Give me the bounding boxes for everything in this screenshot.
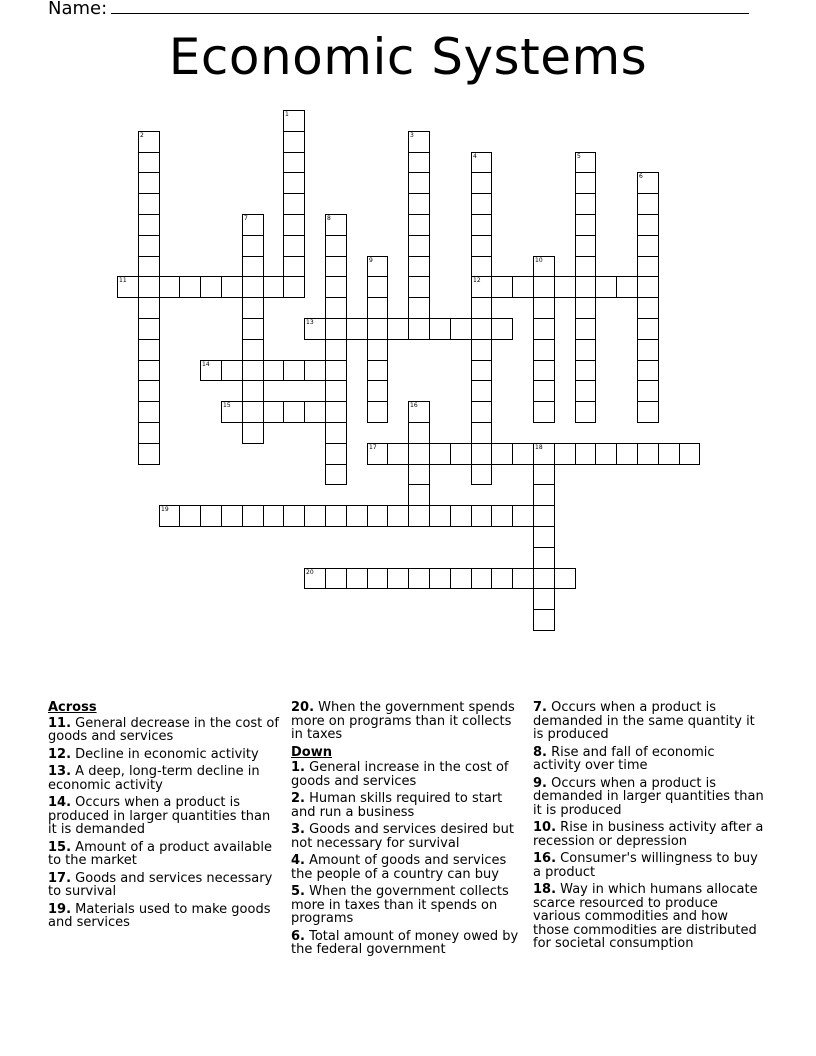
grid-cell[interactable] <box>637 380 659 402</box>
grid-cell[interactable] <box>575 318 596 340</box>
page-title: Economic Systems <box>168 28 648 86</box>
grid-cell[interactable] <box>263 360 284 381</box>
grid-cell[interactable] <box>658 443 680 465</box>
grid-cell[interactable] <box>283 193 305 215</box>
grid-cell[interactable] <box>637 172 659 194</box>
grid-cell[interactable] <box>179 276 201 298</box>
grid-cell[interactable] <box>367 443 388 465</box>
grid-cell[interactable] <box>242 401 264 423</box>
grid-cell[interactable] <box>138 214 160 236</box>
grid-cell[interactable] <box>138 318 160 340</box>
grid-cell[interactable] <box>429 443 451 465</box>
grid-cell[interactable] <box>159 276 180 298</box>
grid-cell[interactable] <box>138 172 160 194</box>
grid-cell[interactable] <box>512 568 534 589</box>
grid-cell[interactable] <box>471 339 492 361</box>
grid-cell[interactable] <box>471 401 492 423</box>
grid-cell[interactable] <box>138 256 160 277</box>
grid-cell[interactable] <box>471 464 492 485</box>
grid-cell[interactable] <box>533 609 555 631</box>
grid-cell[interactable] <box>221 505 243 527</box>
grid-cell[interactable] <box>242 505 264 527</box>
grid-cell[interactable] <box>387 443 409 465</box>
grid-cell[interactable] <box>138 401 160 423</box>
clue-number: 10 <box>535 257 543 264</box>
clue-item <box>533 777 765 818</box>
clue-number: 12 <box>473 277 481 284</box>
clue-item-text: Consumer's willingness to buy a product <box>533 851 758 880</box>
grid-cell[interactable] <box>471 318 492 340</box>
clue-item-text: Materials used to make goods and services <box>48 901 271 930</box>
grid-cell[interactable] <box>138 380 160 402</box>
grid-cell[interactable] <box>221 276 243 298</box>
clue-item <box>48 717 280 744</box>
grid-cell[interactable] <box>325 380 347 402</box>
grid-cell[interactable] <box>512 505 534 527</box>
clue-item-text: Occurs when a product is demanded in larger quantities than it is produced <box>533 775 764 818</box>
grid-cell[interactable] <box>242 360 264 381</box>
clue-item <box>533 852 765 879</box>
grid-cell[interactable] <box>283 256 305 277</box>
clue-item <box>291 761 523 788</box>
grid-cell[interactable] <box>325 297 347 319</box>
grid-cell[interactable] <box>533 360 555 381</box>
grid-cell[interactable] <box>533 464 555 485</box>
grid-cell[interactable] <box>471 276 492 298</box>
clue-number: 5 <box>577 153 581 160</box>
grid-cell[interactable] <box>637 360 659 381</box>
grid-cell[interactable] <box>138 422 160 444</box>
grid-cell[interactable] <box>283 172 305 194</box>
grid-cell[interactable] <box>491 318 513 340</box>
grid-cell[interactable] <box>408 235 430 257</box>
clue-item-number: 1. <box>291 760 305 775</box>
grid-cell[interactable] <box>138 276 160 298</box>
grid-cell[interactable] <box>575 360 596 381</box>
grid-cell[interactable] <box>679 443 700 465</box>
clue-item <box>48 841 280 868</box>
clue-item <box>291 792 523 819</box>
grid-cell[interactable] <box>304 568 326 589</box>
clue-number: 9 <box>369 257 373 264</box>
clue-item <box>291 885 523 926</box>
grid-cell[interactable] <box>471 443 492 465</box>
clue-item-number: 14. <box>48 795 72 810</box>
grid-cell[interactable] <box>471 152 492 173</box>
grid-cell[interactable] <box>471 256 492 277</box>
grid-cell[interactable] <box>408 297 430 319</box>
grid-cell[interactable] <box>325 339 347 361</box>
grid-cell[interactable] <box>491 568 513 589</box>
grid-cell[interactable] <box>637 339 659 361</box>
grid-cell[interactable] <box>637 276 659 298</box>
grid-cell[interactable] <box>471 360 492 381</box>
grid-cell[interactable] <box>450 505 472 527</box>
grid-cell[interactable] <box>408 131 430 153</box>
clue-item-text: Way in which humans allocate scarce resourced to produce various commodities and how those commodities are distributed for societal consumption <box>533 882 758 951</box>
clues-column-3 <box>533 701 765 955</box>
grid-cell[interactable] <box>283 360 305 381</box>
grid-cell[interactable] <box>533 256 555 277</box>
grid-cell[interactable] <box>450 318 472 340</box>
grid-cell[interactable] <box>283 152 305 173</box>
clue-item-text: When the government spends more on programs than it collects in taxes <box>291 700 515 742</box>
clue-item-text: When the government collects more in taxes than it spends on programs <box>291 884 509 926</box>
grid-cell[interactable] <box>637 256 659 277</box>
clue-number: 7 <box>244 215 248 222</box>
grid-cell[interactable] <box>533 526 555 548</box>
grid-cell[interactable] <box>221 401 243 423</box>
clue-item-number: 9. <box>533 775 547 791</box>
grid-cell[interactable] <box>138 193 160 215</box>
clue-number: 13 <box>306 319 314 326</box>
grid-cell[interactable] <box>533 318 555 340</box>
grid-cell[interactable] <box>325 214 347 236</box>
grid-cell[interactable] <box>242 276 264 298</box>
clue-item-text: Occurs when a product is produced in larger quantities than it is demanded <box>48 795 271 837</box>
clue-item <box>48 765 280 792</box>
grid-cell[interactable] <box>346 318 368 340</box>
grid-cell[interactable] <box>367 318 388 340</box>
grid-cell[interactable] <box>637 297 659 319</box>
grid-cell[interactable] <box>367 505 388 527</box>
grid-cell[interactable] <box>283 131 305 153</box>
clue-number: 17 <box>369 444 377 451</box>
grid-cell[interactable] <box>533 568 555 589</box>
clue-item-number: 16. <box>533 851 557 866</box>
grid-cell[interactable] <box>367 256 388 277</box>
clue-item-number: 3. <box>291 822 305 837</box>
clue-item <box>48 903 280 930</box>
grid-cell[interactable] <box>554 276 576 298</box>
grid-cell[interactable] <box>491 505 513 527</box>
grid-cell[interactable] <box>325 422 347 444</box>
grid-cell[interactable] <box>138 443 160 465</box>
clue-item-number: 13. <box>48 764 72 779</box>
clue-number: 6 <box>639 173 643 180</box>
grid-cell[interactable] <box>575 380 596 402</box>
grid-cell[interactable] <box>304 318 326 340</box>
grid-cell[interactable] <box>471 172 492 194</box>
grid-cell[interactable] <box>408 193 430 215</box>
grid-cell[interactable] <box>325 318 347 340</box>
grid-cell[interactable] <box>512 443 534 465</box>
grid-cell[interactable] <box>533 339 555 361</box>
grid-cell[interactable] <box>554 443 576 465</box>
grid-cell[interactable] <box>471 214 492 236</box>
grid-cell[interactable] <box>117 276 139 298</box>
grid-cell[interactable] <box>242 318 264 340</box>
grid-cell[interactable] <box>367 276 388 298</box>
grid-cell[interactable] <box>325 505 347 527</box>
grid-cell[interactable] <box>575 297 596 319</box>
grid-cell[interactable] <box>304 360 326 381</box>
grid-cell[interactable] <box>367 380 388 402</box>
grid-cell[interactable] <box>575 214 596 236</box>
clue-item-text: Rise and fall of economic activity over time <box>533 744 715 773</box>
grid-cell[interactable] <box>533 443 555 465</box>
grid-cell[interactable] <box>283 505 305 527</box>
grid-cell[interactable] <box>637 214 659 236</box>
clue-item-number: 15. <box>48 839 72 855</box>
name-field[interactable] <box>48 0 749 19</box>
clues-column-1 <box>48 701 280 934</box>
grid-cell[interactable] <box>200 505 222 527</box>
grid-cell[interactable] <box>242 339 264 361</box>
name-label: Name: <box>48 0 108 19</box>
grid-cell[interactable] <box>512 276 534 298</box>
grid-cell[interactable] <box>408 256 430 277</box>
clue-item-text: General increase in the cost of goods and services <box>291 760 509 789</box>
grid-cell[interactable] <box>263 505 284 527</box>
clue-number: 14 <box>202 361 210 368</box>
grid-cell[interactable] <box>304 401 326 423</box>
clue-item-number: 8. <box>533 744 547 760</box>
grid-cell[interactable] <box>533 484 555 506</box>
clue-item-number: 2. <box>291 791 305 806</box>
grid-cell[interactable] <box>325 235 347 257</box>
grid-cell[interactable] <box>200 360 222 381</box>
grid-cell[interactable] <box>637 318 659 340</box>
grid-cell[interactable] <box>242 422 264 444</box>
grid-cell[interactable] <box>408 464 430 485</box>
clue-item <box>533 701 765 742</box>
clues-column-2 <box>291 701 523 961</box>
grid-cell[interactable] <box>429 568 451 589</box>
grid-cell[interactable] <box>138 235 160 257</box>
grid-cell[interactable] <box>616 276 638 298</box>
grid-cell[interactable] <box>387 318 409 340</box>
clue-item <box>533 746 765 773</box>
grid-cell[interactable] <box>346 568 368 589</box>
clue-number: 11 <box>119 277 127 284</box>
clue-item <box>48 872 280 899</box>
grid-cell[interactable] <box>533 505 555 527</box>
grid-cell[interactable] <box>471 193 492 215</box>
grid-cell[interactable] <box>429 318 451 340</box>
grid-cell[interactable] <box>367 360 388 381</box>
clue-number: 20 <box>306 569 314 576</box>
grid-cell[interactable] <box>387 568 409 589</box>
grid-cell[interactable] <box>325 360 347 381</box>
grid-cell[interactable] <box>408 172 430 194</box>
grid-cell[interactable] <box>179 505 201 527</box>
grid-cell[interactable] <box>159 505 180 527</box>
grid-cell[interactable] <box>637 401 659 423</box>
name-underline[interactable] <box>111 0 749 14</box>
grid-cell[interactable] <box>138 297 160 319</box>
grid-cell[interactable] <box>283 214 305 236</box>
grid-cell[interactable] <box>367 339 388 361</box>
grid-cell[interactable] <box>533 401 555 423</box>
grid-cell[interactable] <box>450 443 472 465</box>
clue-item-text: Amount of goods and services the people of a country can buy <box>291 853 507 882</box>
grid-cell[interactable] <box>554 568 576 589</box>
grid-cell[interactable] <box>595 276 617 298</box>
grid-cell[interactable] <box>325 443 347 465</box>
grid-cell[interactable] <box>429 505 451 527</box>
clue-item <box>291 854 523 881</box>
grid-cell[interactable] <box>138 339 160 361</box>
grid-cell[interactable] <box>533 276 555 298</box>
clue-item-number: 11. <box>48 715 72 731</box>
grid-cell[interactable] <box>408 422 430 444</box>
clue-item-text: Goods and services desired but not necessary for survival <box>291 822 514 851</box>
grid-cell[interactable] <box>575 443 596 465</box>
grid-cell[interactable] <box>242 256 264 277</box>
grid-cell[interactable] <box>471 380 492 402</box>
grid-cell[interactable] <box>283 401 305 423</box>
clue-item-text: Goods and services necessary to survival <box>48 870 273 899</box>
grid-cell[interactable] <box>595 443 617 465</box>
grid-cell[interactable] <box>346 505 368 527</box>
grid-cell[interactable] <box>575 276 596 298</box>
grid-cell[interactable] <box>408 152 430 173</box>
grid-cell[interactable] <box>325 256 347 277</box>
grid-cell[interactable] <box>408 318 430 340</box>
grid-cell[interactable] <box>325 401 347 423</box>
grid-cell[interactable] <box>408 568 430 589</box>
grid-cell[interactable] <box>575 256 596 277</box>
grid-cell[interactable] <box>367 297 388 319</box>
grid-cell[interactable] <box>242 214 264 236</box>
grid-cell[interactable] <box>263 276 284 298</box>
clue-number: 19 <box>161 506 169 513</box>
grid-cell[interactable] <box>138 360 160 381</box>
grid-cell[interactable] <box>408 214 430 236</box>
grid-cell[interactable] <box>471 235 492 257</box>
grid-cell[interactable] <box>533 297 555 319</box>
clue-item <box>48 796 280 837</box>
clue-item-number: 19. <box>48 901 72 917</box>
grid-cell[interactable] <box>575 193 596 215</box>
grid-cell[interactable] <box>387 505 409 527</box>
grid-cell[interactable] <box>616 443 638 465</box>
clue-item-number: 12. <box>48 746 72 762</box>
clue-item-number: 5. <box>291 884 305 899</box>
clue-item-text: Rise in business activity after a recession or depression <box>533 820 764 849</box>
grid-cell[interactable] <box>471 568 492 589</box>
grid-cell[interactable] <box>325 276 347 298</box>
grid-cell[interactable] <box>575 235 596 257</box>
clue-item-text: Total amount of money owed by the federal government <box>291 928 519 957</box>
clue-item-number: 10. <box>533 820 557 835</box>
grid-cell[interactable] <box>471 297 492 319</box>
clue-item <box>291 930 523 957</box>
clue-item <box>533 883 765 951</box>
clue-number: 1 <box>285 111 289 118</box>
grid-cell[interactable] <box>200 276 222 298</box>
grid-cell[interactable] <box>138 131 160 153</box>
clue-heading-across: Across <box>48 700 97 715</box>
grid-cell[interactable] <box>575 172 596 194</box>
grid-cell[interactable] <box>304 505 326 527</box>
clue-item <box>533 821 765 848</box>
clue-number: 3 <box>410 132 414 139</box>
clue-number: 15 <box>223 402 231 409</box>
grid-cell[interactable] <box>637 235 659 257</box>
clue-number: 18 <box>535 444 543 451</box>
clue-item-number: 4. <box>291 853 305 868</box>
clue-item-number: 18. <box>533 882 557 897</box>
clue-item-number: 17. <box>48 870 72 886</box>
clue-number: 2 <box>140 132 144 139</box>
grid-cell[interactable] <box>408 443 430 465</box>
clue-item-text: Decline in economic activity <box>75 746 259 762</box>
clue-item <box>291 823 523 850</box>
grid-cell[interactable] <box>575 401 596 423</box>
grid-cell[interactable] <box>408 505 430 527</box>
clue-item-text: General decrease in the cost of goods and services <box>48 715 279 744</box>
clue-item-number: 6. <box>291 928 305 944</box>
grid-cell[interactable] <box>283 276 305 298</box>
grid-cell[interactable] <box>283 235 305 257</box>
clue-item-number: 7. <box>533 700 547 715</box>
grid-cell[interactable] <box>367 568 388 589</box>
grid-cell[interactable] <box>221 360 243 381</box>
clue-item <box>291 701 523 742</box>
grid-cell[interactable] <box>491 276 513 298</box>
clue-item-text: Occurs when a product is demanded in the same quantity it is produced <box>533 700 755 742</box>
clue-heading-down: Down <box>291 744 332 760</box>
grid-cell[interactable] <box>471 422 492 444</box>
clue-item-number: 20. <box>291 700 315 715</box>
grid-cell[interactable] <box>325 568 347 589</box>
clue-number: 4 <box>473 153 477 160</box>
grid-cell[interactable] <box>471 505 492 527</box>
clue-number: 16 <box>410 402 418 409</box>
clue-number: 8 <box>327 215 331 222</box>
clue-item-text: Human skills required to start and run a business <box>291 791 503 820</box>
grid-cell[interactable] <box>367 401 388 423</box>
clue-item-text: Amount of a product available to the market <box>48 839 272 868</box>
grid-cell[interactable] <box>242 380 264 402</box>
grid-cell[interactable] <box>408 276 430 298</box>
grid-cell[interactable] <box>637 193 659 215</box>
grid-cell[interactable] <box>263 401 284 423</box>
grid-cell[interactable] <box>138 152 160 173</box>
grid-cell[interactable] <box>533 547 555 569</box>
grid-cell[interactable] <box>575 339 596 361</box>
grid-cell[interactable] <box>450 568 472 589</box>
grid-cell[interactable] <box>533 380 555 402</box>
grid-cell[interactable] <box>408 484 430 506</box>
clue-item-text: A deep, long-term decline in economic activity <box>48 764 260 793</box>
grid-cell[interactable] <box>242 297 264 319</box>
grid-cell[interactable] <box>325 464 347 485</box>
grid-cell[interactable] <box>575 152 596 173</box>
grid-cell[interactable] <box>491 443 513 465</box>
grid-cell[interactable] <box>408 401 430 423</box>
clue-item <box>48 748 280 762</box>
grid-cell[interactable] <box>283 110 305 132</box>
grid-cell[interactable] <box>637 443 659 465</box>
grid-cell[interactable] <box>533 588 555 610</box>
grid-cell[interactable] <box>242 235 264 257</box>
